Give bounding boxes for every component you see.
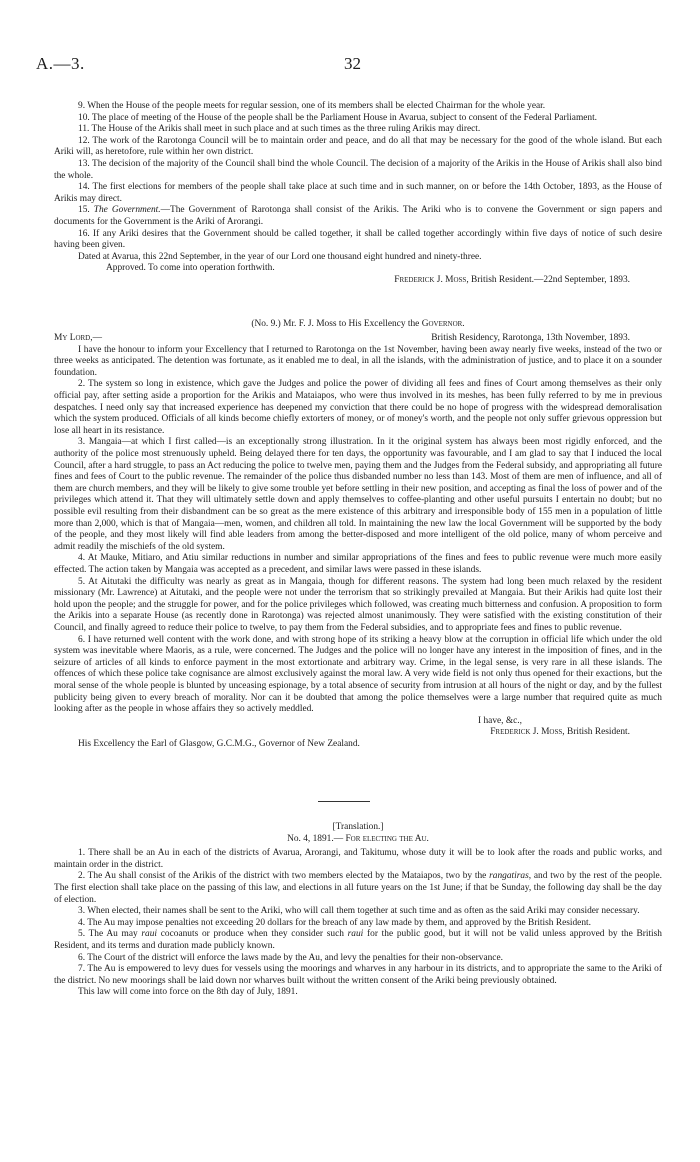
letter-route: Mr. F. J. Moss to His Excellency the	[283, 318, 420, 329]
law-subject: For electing the Au.	[345, 833, 429, 844]
section-divider	[318, 801, 370, 802]
clause-text: —The Government of Rarotonga shall consist of the Arikis. The Ariki who is to convene the Government or sign papers and documents for the Government is the Ariki of Arorangi.	[54, 205, 663, 227]
clause-heading: The Government.	[93, 205, 161, 216]
law-clause: This law will come into force on the 8th day of July, 1891.	[78, 987, 298, 998]
dated-line: Dated at Avarua, this 22nd September, in the year of our Lord one thousand eight hundred and ninety-three.	[78, 251, 482, 262]
law-clause: 6. The Court of the district will enforce the laws made by the Au, and levy the penalties for their non-observance.	[78, 952, 503, 963]
au-law	[54, 822, 662, 999]
signer-name: Frederick J. Moss	[490, 727, 563, 738]
signer-name: Frederick J. Moss	[394, 274, 467, 285]
signer-title: , British Resident.	[562, 727, 630, 738]
clause: 11. The House of the Arikis shall meet in such place and at such times as the three ruling Arikis may direct.	[78, 124, 481, 135]
translation-label: [Translation.]	[332, 822, 384, 832]
law-clause: 7. The Au is empowered to levy dues for vessels using the moorings and wharves in any harbour in its districts, and to appropriate the same to the Ariki of the district. No new moorings shall be laid down nor wharves built without the written consent of the Ariki being previously obtained.	[54, 964, 662, 986]
letter-paragraph: 6. I have returned well content with the work done, and with strong hope of its striking a heavy blow at the corruption in official life which under the old system was inevitable where Maoris, as a rule, were concerned. The Judges and the police will no longer have any interest in the imposition of fines, and in the seizure of articles of all kinds to enforce payment in the most extortionate and arbitrary way. Crime, in the legal sense, is very rare in all these islands. The offences of which these police take cognisance are almost exclusively against the moral law. A very wide field is not only thus opened for their exactions, but the moral sense of the whole people is blunted by unceasing espionage, by a total absence of security from intrusion at all hours of the night or day, and by the fullest publicity being given to every breach of morality. Nor can it be doubted that among the police themselves were a large number that required quite as much looking after as the people in whose affairs they so actively meddled.	[54, 634, 662, 715]
clause: 9. When the House of the people meets for regular session, one of its members shall be elected Chairman for the whole year.	[78, 101, 546, 111]
clause: 10. The place of meeting of the House of the people shall be the Parliament House in Avarua, subject to consent of the Federal Parliament.	[78, 112, 598, 123]
letter-paragraph: 3. Mangaia—at which I first called—is an exceptionally strong illustration. In it the original system has always been most rigidly enforced, and the authority of the police most strenuously upheld. Being delayed there for ten days, the opportunity was favourable, and I am glad to say that I induced the local Council, after a hard struggle, to pass an Act reducing the police to twelve men, paying them and the Judges from the Federal subsidy, and appropriating all future fines and fees of Court to the public revenue. The remainder of the police thus disbanded number no less than 143. Most of them are men of influence, and all of them are church members, and they will be likely to give some trouble yet before settling in their new position, and accepting as final the loss of power and of the privileges which attend it. That they will ultimately settle down and apply themselves to coffee-planting and other useful pursuits I entertain no doubt; but no possible evil resulting from their disbandment can be so great as the mere existence of this arbitrary and irresponsible body of 155 men in a population of little more than 2,000, which is that of Mangaia—men, women, and children all told. In maintaining the new law the local Government will be supported by the body of the people, and they most likely will find able leaders from among the better-disposed and more intelligent of the old police, many of whom perceive and admit readily the mischiefs of the old system.	[54, 437, 662, 552]
salutation: My Lord,—	[54, 333, 102, 344]
letter-signature	[54, 727, 662, 739]
letter-place-date: British Residency, Rarotonga, 13th November, 1893.	[431, 333, 630, 344]
signer-title: , British Resident.—22nd September, 1893.	[466, 274, 630, 285]
clause: 14. The first elections for members of the people shall take place at such time and in such manner, on or before the 14th October, 1893, as the House of Arikis may direct.	[54, 182, 662, 204]
page-number: 32	[344, 54, 361, 73]
letter-paragraph: 5. At Aitutaki the difficulty was nearly as great as in Mangaia, though for different reasons. The system had long been much relaxed by the resident missionary (Mr. Lawrence) at Aitutaki, and the people were not under the terrorism that so strikingly prevailed at Mangaia. But their Arikis had quite lost their hold upon the people; and the struggle for power, and for the police privileges which followed, was creating much bitterness and confusion. A proposition to form the Arikis into a separate House (as recently done in Rarotonga) was rejected almost unanimously. They were satisfied with the existing constitution of their Council, and finally agreed to reduce their police to twelve, to pay them from the Federal subsidies, and to appropriate fees and fines to public revenue.	[54, 576, 662, 633]
law-number: No. 4, 1891.—	[287, 833, 344, 844]
page-header	[36, 54, 660, 80]
letter-recipient: Governor.	[421, 318, 465, 329]
law-title	[54, 834, 662, 846]
law-clause: 1. There shall be an Au in each of the districts of Avarua, Arorangi, and Takitumu, whose duty it will be to look after the roads and public works, and maintain order in the district.	[54, 848, 662, 870]
signature-line	[54, 275, 662, 287]
clause	[54, 205, 662, 228]
law-clause: 3. When elected, their names shall be sent to the Ariki, who will call them together at such time and as often as the said Ariki may consider necessary.	[78, 906, 640, 917]
clause-number: 15.	[78, 205, 90, 216]
law-clause: 5. The Au may raui cocoanuts or produce when they consider such raui for the public good, but it will not be valid unless approved by the British Resident, and its terms and duration made publicly known.	[54, 929, 662, 951]
clause: 12. The work of the Rarotonga Council will be to maintain order and peace, and do all that may be necessary for the good of the whole island. But each Ariki will, as heretofore, rule within her own district.	[54, 135, 662, 158]
approved-line: Approved. To come into operation forthwith.	[106, 263, 275, 274]
letter-closing: I have, &c.,	[478, 715, 522, 726]
law-clause: 4. The Au may impose penalties not exceeding 20 dollars for the breach of any law made by them, and approved by the British Resident.	[78, 917, 591, 928]
law-clause: 2. The Au shall consist of the Arikis of the district with two members elected by the Mataiapos, two by the rangatiras, and two by the rest of the people. The first election shall take place on the passing of this law, and elections in all future years on the 1st June; if that be Sunday, the following day shall be the day of election.	[54, 871, 663, 905]
letter-salutation-row	[54, 333, 662, 345]
letter-paragraph: 4. At Mauke, Mitiaro, and Atiu similar reductions in number and similar appropriations of the fines and fees to public revenue were much more easily effected. The action taken by Mangaia was accepted as a precedent, and similar laws were passed in these islands.	[54, 553, 662, 575]
letter-paragraph: 2. The system so long in existence, which gave the Judges and police the power of dividing all fees and fines of Court among themselves as their only official pay, after setting aside a proportion for the Arikis and Mataiapos, who were thus involved in its meshes, has been fully referred to by me in previous despatches. I need only say that increased experience has deepened my conviction that there could be no hope of progress with the widespread demoralisation which the system produced. Officials of all kinds become chiefly extorters of money, or of money's worth, and the people not only suffer grievous oppression but lose all heart in its resistance.	[54, 379, 662, 436]
letter-heading	[54, 319, 662, 331]
letter-addressee: His Excellency the Earl of Glasgow, G.C.M.G., Governor of New Zealand.	[78, 738, 360, 749]
house-of-people-rules	[54, 101, 662, 750]
paper-reference: A.—3.	[36, 54, 85, 73]
letter-number: (No. 9.)	[251, 318, 281, 329]
letter-paragraph: I have the honour to inform your Excellency that I returned to Rarotonga on the 1st November, having been away nearly five weeks, instead of the two or three weeks as anticipated. The detention was fortunate, as it enabled me to deal, in all the islands, with the administration of justice, and to place it on a sounder foundation.	[54, 344, 662, 378]
clause: 16. If any Ariki desires that the Government should be called together, it shall be called together accordingly within five days of notice of such desire having been given.	[54, 228, 662, 251]
clause: 13. The decision of the majority of the Council shall bind the whole Council. The decision of a majority of the Arikis in the House of Arikis shall also bind the whole.	[54, 158, 662, 181]
